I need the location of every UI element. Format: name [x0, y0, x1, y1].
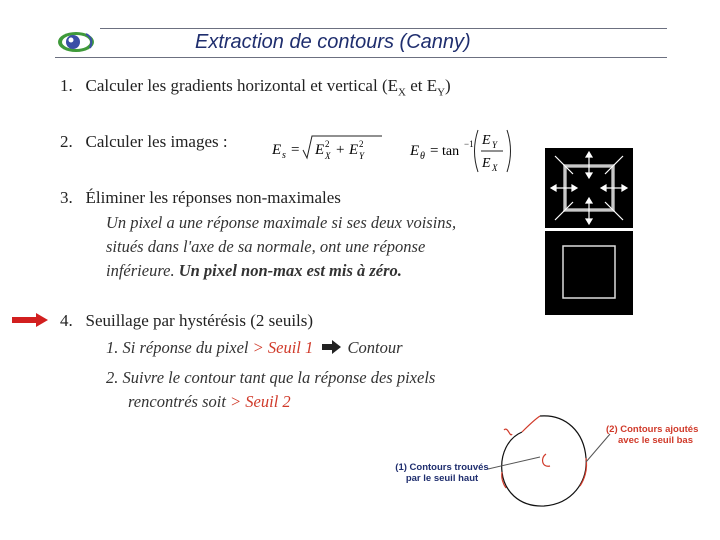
step-3-desc-bold: Un pixel non-max est mis à zéro.: [178, 261, 402, 280]
red-right-arrow-icon: [12, 313, 48, 332]
step-3-desc-plain: inférieure.: [106, 261, 179, 280]
formula-etheta-den: E: [482, 156, 491, 171]
sub-text: Suivre le contour tant que la réponse des pixels: [122, 368, 436, 387]
svg-text:+: +: [336, 142, 345, 158]
subscript-y: Y: [437, 86, 446, 99]
svg-text:=: =: [430, 143, 439, 159]
step-4-sub-1: [106, 338, 403, 358]
pointer-line-1: [488, 455, 548, 480]
step-text: Éliminer les réponses non-maximales: [85, 188, 341, 207]
sub-text: Si réponse du pixel: [122, 338, 253, 357]
annotation-2-line-1: (2) Contours ajoutés: [606, 424, 699, 435]
formula-es-sub: s: [282, 150, 286, 161]
svg-text:Y: Y: [359, 151, 365, 161]
svg-text:2: 2: [359, 139, 364, 149]
formula-etheta: [408, 124, 518, 176]
step-number: 1.: [60, 76, 73, 95]
step-text-suffix: ): [445, 76, 451, 95]
step-3: [60, 188, 341, 208]
step-3-desc-line-2: situés dans l'axe de sa normale, ont une réponse: [106, 237, 426, 256]
step-4: [60, 311, 313, 331]
step-text: Calculer les gradients horizontal et vertical (E: [85, 76, 398, 95]
sub-text-result: Contour: [343, 338, 403, 357]
annotation-2-line-2: avec le seuil bas: [618, 435, 693, 446]
step-text-mid: et E: [405, 76, 438, 95]
step-text: Calculer les images :: [85, 132, 228, 151]
sub-number: 2.: [106, 368, 119, 387]
svg-text:X: X: [325, 151, 331, 161]
step-4-sub-2: [106, 368, 435, 388]
formula-etheta-num: E: [482, 133, 491, 148]
step-3-desc-line-3: [106, 261, 402, 281]
svg-text:θ: θ: [420, 151, 425, 162]
step-text: Seuillage par hystérésis (2 seuils): [85, 311, 314, 330]
eye-logo-icon: [56, 28, 98, 56]
formula-es-lhs: E: [272, 142, 282, 158]
svg-text:2: 2: [325, 139, 330, 149]
formula-es: [272, 128, 382, 168]
svg-text:X: X: [492, 163, 498, 173]
threshold-1: > Seuil 1: [252, 338, 314, 357]
threshold-2: > Seuil 2: [230, 392, 291, 411]
subscript-x: X: [397, 86, 406, 99]
formula-etheta-fn: tan: [442, 144, 460, 159]
thin-contour-image: [545, 231, 633, 315]
annotation-2: [606, 424, 714, 446]
step-1: [60, 76, 451, 98]
svg-text:Y: Y: [492, 140, 498, 150]
step-number: 3.: [60, 188, 73, 207]
svg-text:=: =: [291, 142, 300, 158]
step-4-sub-2-line-2: [128, 392, 291, 412]
annotation-1-line-1: (1) Contours trouvés: [395, 462, 489, 473]
sub-text: rencontrés soit: [128, 392, 231, 411]
black-right-arrow-icon: [321, 340, 343, 354]
gradient-square-image: [545, 148, 633, 228]
formula-es-rhs-b: E: [349, 142, 359, 158]
formula-es-rhs-a: E: [315, 142, 325, 158]
sub-number: 1.: [106, 338, 119, 357]
header-rule-top: [100, 28, 667, 29]
annotation-1-line-2: par le seuil haut: [405, 473, 479, 484]
page-title: Extraction de contours (Canny): [195, 31, 471, 53]
step-number: 4.: [60, 311, 73, 330]
formula-etheta-lhs: E: [410, 143, 420, 159]
logo: [56, 28, 98, 56]
step-3-desc-line-1: Un pixel a une réponse maximale si ses deux voisins,: [106, 213, 457, 232]
step-number: 2.: [60, 132, 73, 151]
header-rule-bottom: [55, 57, 667, 58]
svg-text:−1: −1: [464, 139, 474, 149]
annotation-1: [392, 462, 492, 484]
step-2: [60, 132, 228, 152]
